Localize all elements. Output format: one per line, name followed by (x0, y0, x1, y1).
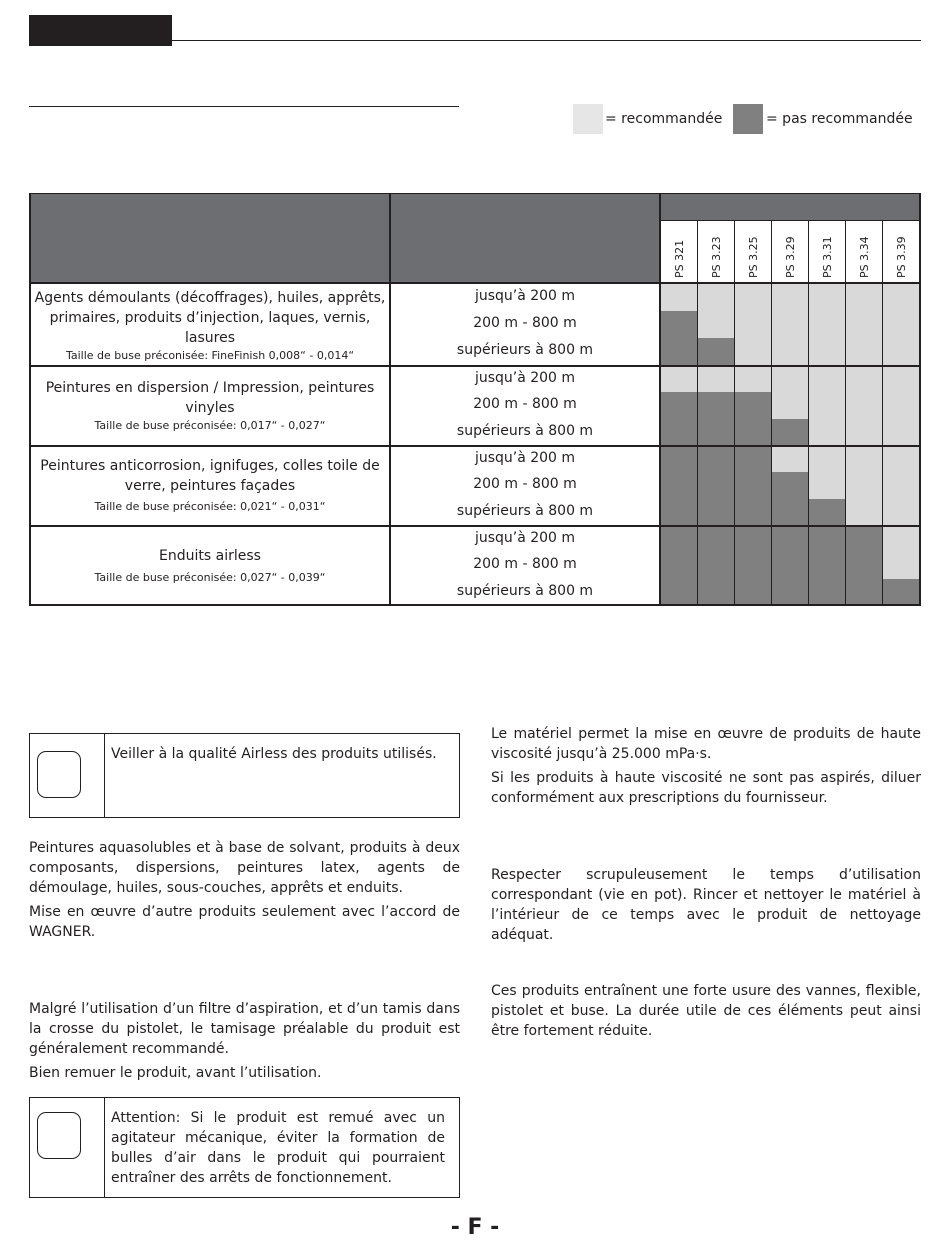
cell-recommended (883, 284, 920, 312)
cell-not-recommended (698, 419, 734, 446)
table-border (660, 220, 921, 221)
cell-not-recommended (735, 552, 771, 579)
cell-not-recommended (772, 526, 808, 553)
table-header-distance (391, 193, 659, 282)
table-border (29, 604, 921, 606)
material-label: Enduits airless (159, 548, 261, 564)
cell-not-recommended (661, 419, 697, 446)
cell-not-recommended (661, 499, 697, 526)
note-icon (37, 1112, 81, 1159)
cell-recommended (809, 338, 845, 366)
paragraph-products: Peintures aquasolubles et à base de solvant, produits à deux composants, dispersions, peintures latex, agents de démoulage, huiles, sous-couches, apprêts et enduits. (29, 840, 460, 896)
distance-label: 200 m - 800 m (473, 556, 577, 573)
table-border (29, 282, 921, 284)
nozzle-size-label: Taille de buse préconisée: 0,017“ - 0,027“ (94, 419, 326, 432)
cell-recommended (846, 284, 882, 312)
cell-recommended (735, 311, 771, 339)
cell-recommended (698, 366, 734, 393)
cell-not-recommended (661, 338, 697, 366)
cell-recommended (846, 419, 882, 446)
cell-recommended (883, 499, 920, 526)
material-label: Peintures en dispersion / Impression, peintures vinyles (45, 380, 375, 416)
table-border (29, 445, 921, 447)
cell-not-recommended (846, 552, 882, 579)
table-header-pumps (660, 193, 921, 220)
pump-column-label: PS 3.25 (747, 236, 760, 278)
cell-not-recommended (809, 526, 845, 553)
cell-not-recommended (735, 579, 771, 606)
pump-column-label: PS 3.39 (895, 236, 908, 278)
cell-recommended (809, 392, 845, 419)
cell-not-recommended (809, 499, 845, 526)
table-header-material (29, 193, 390, 282)
pump-column-label: PS 3.23 (710, 236, 723, 278)
cell-not-recommended (661, 552, 697, 579)
note-attention-text: Attention: Si le produit est remué avec un agitateur mécanique, éviter la formation de bulles d’air dans le produit qui pourraient entraîner des arrêts de fonctionnement. (111, 1110, 445, 1186)
cell-recommended (698, 311, 734, 339)
cell-not-recommended (661, 392, 697, 419)
cell-recommended (846, 392, 882, 419)
pump-column-label: PS 3.29 (784, 236, 797, 278)
table-border (919, 193, 921, 606)
table-border (29, 193, 921, 194)
distance-label: supérieurs à 800 m (456, 582, 594, 599)
cell-recommended (809, 284, 845, 312)
cell-recommended (809, 419, 845, 446)
cell-recommended (772, 338, 808, 366)
cell-recommended (809, 311, 845, 339)
cell-recommended (735, 338, 771, 366)
nozzle-size-label: Taille de buse préconisée: 0,021“ - 0,031“ (94, 500, 326, 513)
cell-recommended (661, 366, 697, 393)
pump-column-label: PS 3.34 (858, 236, 871, 278)
note-quality-text: Veiller à la qualité Airless des produits utilisés. (111, 746, 437, 762)
distance-label: supérieurs à 800 m (456, 502, 594, 519)
cell-not-recommended (735, 392, 771, 419)
cell-recommended (809, 472, 845, 499)
cell-recommended (809, 446, 845, 473)
distance-label: supérieurs à 800 m (456, 422, 594, 439)
cell-not-recommended (735, 526, 771, 553)
cell-recommended (883, 552, 920, 579)
cell-recommended (846, 499, 882, 526)
cell-recommended (809, 366, 845, 393)
cell-recommended (883, 366, 920, 393)
cell-recommended (772, 392, 808, 419)
cell-not-recommended (698, 552, 734, 579)
cell-recommended (883, 419, 920, 446)
legend-recommended-label: = recommandée (605, 111, 723, 127)
cell-not-recommended (735, 446, 771, 473)
cell-recommended (735, 366, 771, 393)
note-box-attention (29, 1097, 460, 1198)
note-box-divider (104, 734, 105, 817)
cell-recommended (846, 311, 882, 339)
cell-not-recommended (698, 472, 734, 499)
material-label: Peintures anticorrosion, ignifuges, colles toile de verre, peintures façades (40, 458, 380, 494)
pump-column-label: PS 3.31 (821, 236, 834, 278)
cell-not-recommended (735, 499, 771, 526)
material-label: Agents démoulants (décoffrages), huiles, apprêts, primaires, produits d’injection, laques, vernis, lasures (34, 290, 386, 346)
cell-recommended (661, 284, 697, 312)
cell-not-recommended (661, 526, 697, 553)
cell-not-recommended (809, 579, 845, 606)
table-border (659, 193, 661, 606)
cell-recommended (846, 366, 882, 393)
cell-not-recommended (661, 446, 697, 473)
cell-recommended (883, 446, 920, 473)
distance-label: supérieurs à 800 m (456, 342, 594, 358)
cell-not-recommended (698, 338, 734, 366)
paragraph-wagner: Mise en œuvre d’autre produits seulement avec l’accord de WAGNER. (29, 904, 460, 940)
note-icon (37, 751, 81, 798)
table-border (389, 193, 391, 606)
paragraph-viscosity: Le matériel permet la mise en œuvre de produits de haute viscosité jusqu’à 25.000 mPa·s. (491, 726, 921, 762)
table-border (29, 365, 921, 367)
cell-not-recommended (883, 579, 920, 606)
distance-label: 200 m - 800 m (473, 396, 577, 413)
cell-recommended (883, 392, 920, 419)
paragraph-dilute: Si les produits à haute viscosité ne sont pas aspirés, diluer conformément aux prescriptions du fournisseur. (491, 770, 921, 806)
cell-recommended (772, 311, 808, 339)
cell-recommended (772, 446, 808, 473)
cell-not-recommended (698, 499, 734, 526)
cell-not-recommended (772, 579, 808, 606)
table-border (29, 525, 921, 527)
cell-not-recommended (661, 472, 697, 499)
cell-not-recommended (698, 579, 734, 606)
cell-not-recommended (698, 526, 734, 553)
cell-recommended (698, 284, 734, 312)
cell-not-recommended (661, 579, 697, 606)
cell-not-recommended (846, 579, 882, 606)
paragraph-wear: Ces produits entraînent une forte usure des vannes, flexible, pistolet et buse. La durée utile de ces éléments peut ainsi être fortement réduite. (491, 983, 921, 1039)
cell-recommended (772, 366, 808, 393)
cell-not-recommended (772, 499, 808, 526)
cell-not-recommended (772, 419, 808, 446)
cell-not-recommended (735, 419, 771, 446)
distance-label: jusqu’à 200 m (474, 288, 576, 304)
cell-recommended (883, 311, 920, 339)
table-border (771, 220, 772, 606)
cell-recommended (772, 284, 808, 312)
distance-label: 200 m - 800 m (473, 476, 577, 493)
distance-label: jusqu’à 200 m (474, 530, 576, 546)
cell-not-recommended (772, 472, 808, 499)
legend-not-recommended-label: = pas recommandée (766, 111, 913, 127)
cell-recommended (883, 338, 920, 366)
note-box-divider (104, 1098, 105, 1197)
cell-recommended (846, 338, 882, 366)
table-border (882, 220, 883, 606)
distance-label: jusqu’à 200 m (474, 450, 576, 466)
page-number: - F - (450, 1215, 500, 1240)
cell-not-recommended (698, 392, 734, 419)
cell-not-recommended (661, 311, 697, 339)
table-border (734, 220, 735, 606)
cell-not-recommended (772, 552, 808, 579)
table-border (29, 193, 31, 606)
cell-not-recommended (809, 552, 845, 579)
cell-recommended (883, 472, 920, 499)
nozzle-size-label: Taille de buse préconisée: 0,027“ - 0,039“ (94, 571, 326, 584)
cell-not-recommended (735, 472, 771, 499)
cell-not-recommended (846, 526, 882, 553)
cell-recommended (883, 526, 920, 553)
table-border (845, 220, 846, 606)
cell-not-recommended (698, 446, 734, 473)
table-border (697, 220, 698, 606)
cell-recommended (735, 284, 771, 312)
note-box-quality (29, 733, 460, 818)
pump-column-label: PS 321 (673, 239, 686, 278)
cell-recommended (846, 446, 882, 473)
distance-label: jusqu’à 200 m (474, 370, 576, 386)
paragraph-pot-life: Respecter scrupuleusement le temps d’utilisation correspondant (vie en pot). Rincer et nettoyer le matériel à l’intérieur de ce temps avec le produit de nettoyage adéquat. (491, 867, 921, 943)
paragraph-filter: Malgré l’utilisation d’un filtre d’aspiration, et d’un tamis dans la crosse du pistolet, le tamisage préalable du produit est généralement recommandé. (29, 1001, 460, 1057)
distance-label: 200 m - 800 m (473, 315, 577, 331)
table-border (808, 220, 809, 606)
nozzle-size-label: Taille de buse préconisée: FineFinish 0,008“ - 0,014“ (65, 349, 355, 362)
paragraph-stir: Bien remuer le produit, avant l’utilisation. (29, 1065, 322, 1081)
cell-recommended (846, 472, 882, 499)
